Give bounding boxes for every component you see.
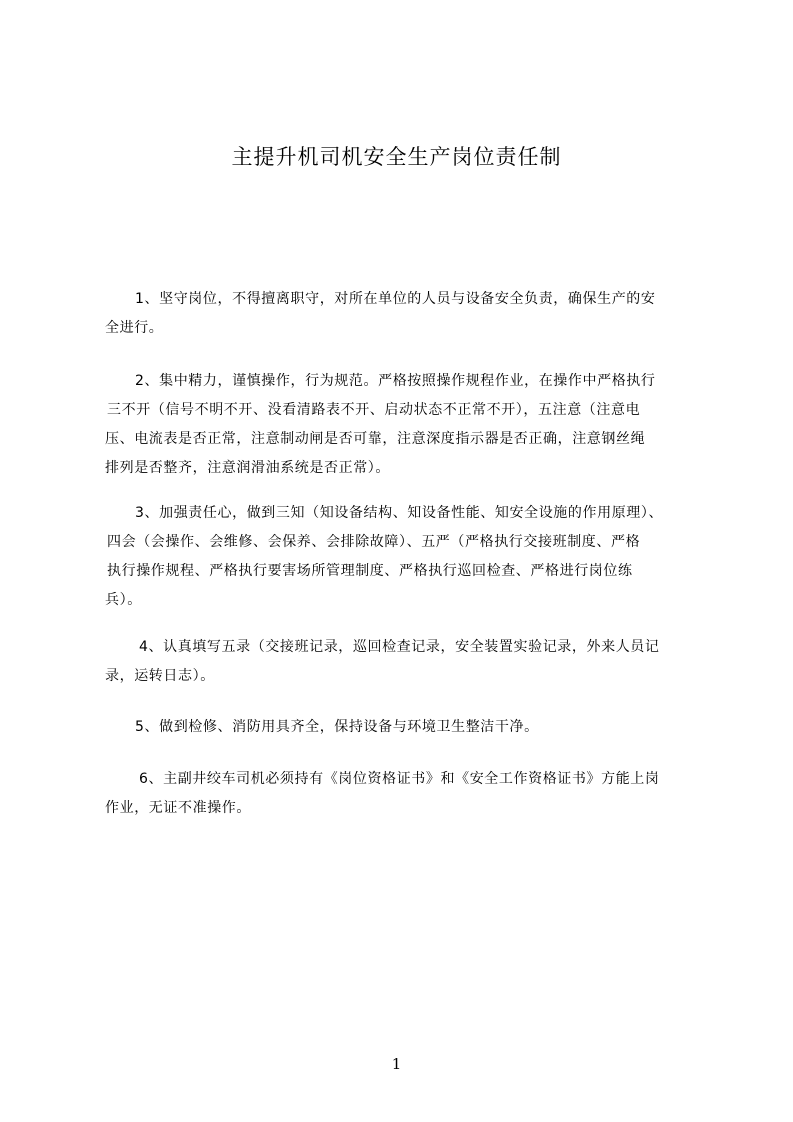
paragraph-5 (105, 713, 710, 742)
paragraph-4 (105, 633, 710, 691)
paragraph-line: 2、集中精力，谨慎操作，行为规范。严格按照操作规程作业，在操作中严格执行 (135, 373, 656, 389)
paragraph-line: 三不开（信号不明不开、没看清路表不开、启动状态不正常不开），五注意（注意电 (107, 402, 641, 418)
paragraph-line: 四会（会操作、会维修、会保养、会排除故障）、五严（严格执行交接班制度、严格 (107, 534, 641, 550)
paragraph-line: 作业，无证不准操作。 (105, 800, 251, 816)
paragraph-line: 压、电流表是否正常，注意制动闸是否可靠，注意深度指示器是否正确，注意钢丝绳 (105, 431, 646, 447)
paragraph-line: 录，运转日志）。 (105, 668, 215, 684)
paragraph-6 (105, 765, 710, 823)
paragraph-line: 5、做到检修、消防用具齐全，保持设备与环境卫生整洁干净。 (135, 719, 539, 735)
paragraph-2 (105, 367, 710, 483)
document-title: 主提升机司机安全生产岗位责任制 (231, 145, 562, 169)
paragraph-line: 4、认真填写五录（交接班记录，巡回检查记录，安全装置实验记录，外来人员记 (139, 639, 660, 655)
paragraph-line: 3、加强责任心，做到三知（知设备结构、知设备性能、知安全设施的作用原理）、 (135, 505, 664, 521)
paragraph-line: 全进行。 (105, 320, 164, 336)
paragraph-3 (105, 499, 710, 615)
paragraph-line: 6、主副井绞车司机必须持有《岗位资格证书》和《安全工作资格证书》方能上岗 (139, 771, 660, 787)
paragraph-1 (105, 285, 710, 343)
page-number: 1 (391, 1055, 402, 1073)
paragraph-line: 1、坚守岗位，不得擅离职守，对所在单位的人员与设备安全负责，确保生产的安 (135, 291, 656, 307)
paragraph-line: 执行操作规程、严格执行要害场所管理制度、严格执行巡回检查、严格进行岗位练 (107, 563, 633, 579)
paragraph-line: 排列是否整齐，注意润滑油系统是否正常）。 (105, 460, 390, 476)
paragraph-line: 兵）。 (105, 592, 142, 608)
